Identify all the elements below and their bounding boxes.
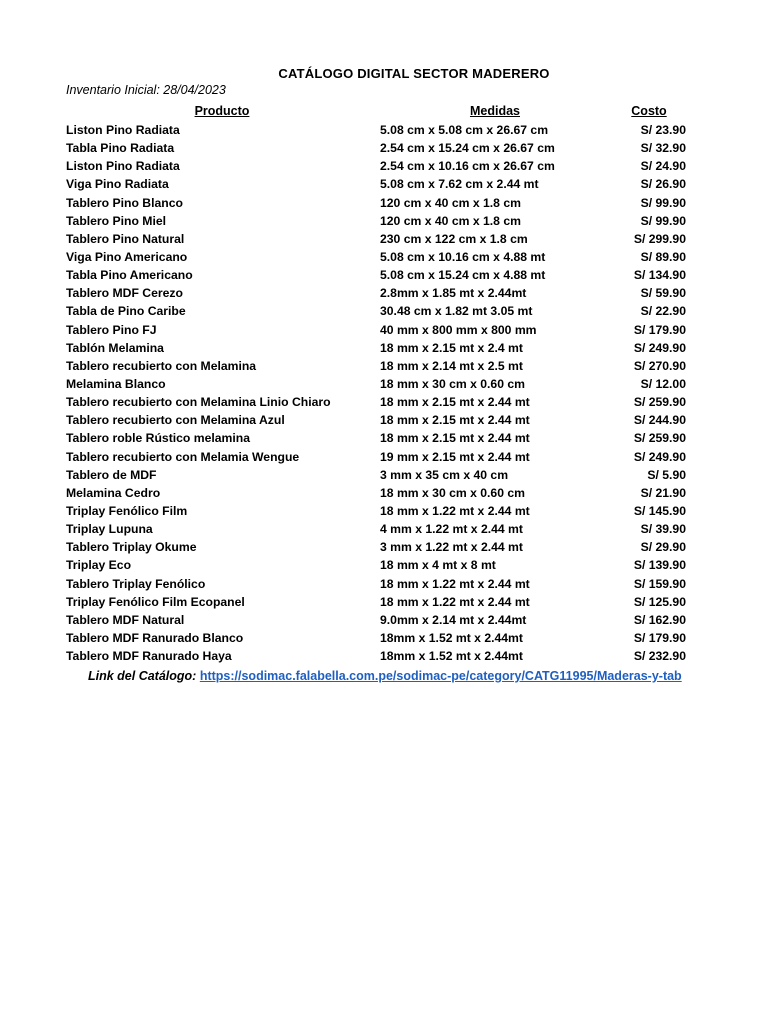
table-row (0, 556, 768, 574)
product-name: Tablero recubierto con Melamia Wengue (66, 449, 300, 464)
catalog-link[interactable]: https://sodimac.falabella.com.pe/sodimac-pe/category/CATG11995/Maderas-y-tab (199, 669, 682, 683)
product-name: Tablero Pino Miel (66, 213, 166, 228)
page-title: CATÁLOGO DIGITAL SECTOR MADERERO (278, 66, 550, 81)
product-measures: 2.54 cm x 15.24 cm x 26.67 cm (380, 141, 555, 156)
product-measures: 18 mm x 2.15 mt x 2.44 mt (380, 413, 530, 428)
table-row (0, 139, 768, 157)
product-cost: S/ 23.90 (640, 123, 686, 137)
product-measures: 18 mm x 1.22 mt x 2.44 mt (380, 503, 530, 518)
product-name: Tabla de Pino Caribe (66, 304, 186, 319)
table-row (0, 393, 768, 411)
product-name: Tablero Pino Natural (66, 231, 185, 246)
table-row (0, 284, 768, 302)
product-cost: S/ 59.90 (640, 286, 686, 301)
product-cost: S/ 159.90 (633, 576, 686, 591)
product-measures: 18 mm x 30 cm x 0.60 cm (380, 485, 525, 500)
table-row (0, 302, 768, 320)
product-name: Tablero Triplay Fenólico (66, 576, 206, 591)
table-row (0, 538, 768, 556)
product-measures: 30.48 cm x 1.82 mt 3.05 mt (380, 304, 533, 319)
product-measures: 5.08 cm x 10.16 cm x 4.88 mt (380, 249, 546, 264)
product-measures: 2.8mm x 1.85 mt x 2.44mt (380, 286, 527, 301)
product-name: Tablero de MDF (66, 467, 157, 482)
product-name: Tablón Melamina (66, 340, 164, 355)
product-cost: S/ 89.90 (640, 249, 686, 264)
table-row (0, 466, 768, 484)
table-row (0, 230, 768, 248)
column-header-cost: Costo (631, 104, 667, 118)
product-measures: 18 mm x 2.15 mt x 2.44 mt (380, 395, 530, 410)
table-row (0, 321, 768, 339)
product-name: Tablero recubierto con Melamina Azul (66, 413, 285, 428)
product-measures: 2.54 cm x 10.16 cm x 26.67 cm (380, 159, 555, 174)
table-row (0, 647, 768, 665)
table-row (0, 121, 768, 139)
product-measures: 120 cm x 40 cm x 1.8 cm (380, 213, 521, 228)
table-row (0, 593, 768, 611)
product-name: Triplay Fenólico Film Ecopanel (66, 594, 245, 609)
product-name: Triplay Eco (66, 558, 132, 573)
product-cost: S/ 259.90 (633, 395, 686, 410)
table-row (0, 339, 768, 357)
product-measures: 18mm x 1.52 mt x 2.44mt (380, 630, 523, 645)
product-cost: S/ 179.90 (633, 322, 686, 337)
column-header-product: Producto (194, 104, 250, 118)
table-row (0, 248, 768, 266)
product-table (0, 121, 768, 665)
product-name: Triplay Lupuna (66, 522, 153, 537)
product-measures: 9.0mm x 2.14 mt x 2.44mt (380, 612, 527, 627)
product-cost: S/ 99.90 (640, 213, 686, 228)
product-cost: S/ 249.90 (633, 449, 686, 464)
product-name: Liston Pino Radiata (66, 159, 180, 174)
table-row (0, 194, 768, 212)
catalog-link-label: Link del Catálogo: (88, 669, 197, 683)
product-name: Viga Pino Radiata (66, 177, 169, 192)
product-cost: S/ 270.90 (633, 358, 686, 373)
table-row (0, 429, 768, 447)
product-cost: S/ 39.90 (640, 522, 686, 537)
table-row (0, 448, 768, 466)
product-measures: 18 mm x 2.15 mt x 2.44 mt (380, 431, 530, 446)
table-row (0, 375, 768, 393)
table-row (0, 212, 768, 230)
table-row (0, 520, 768, 538)
product-name: Tablero MDF Ranurado Blanco (66, 630, 244, 645)
product-name: Tablero MDF Ranurado Haya (66, 649, 232, 664)
product-measures: 18 mm x 30 cm x 0.60 cm (380, 376, 525, 391)
product-name: Tablero MDF Cerezo (66, 286, 183, 301)
product-cost: S/ 99.90 (640, 195, 686, 210)
product-cost: S/ 12.00 (640, 376, 686, 391)
product-name: Liston Pino Radiata (66, 123, 180, 137)
product-cost: S/ 139.90 (633, 558, 686, 573)
product-name: Tablero Triplay Okume (66, 540, 197, 555)
product-name: Tablero recubierto con Melamina (66, 358, 257, 373)
column-header-measures: Medidas (469, 104, 520, 118)
table-row (0, 575, 768, 593)
catalog-link-line (88, 669, 688, 683)
product-measures: 18 mm x 2.15 mt x 2.4 mt (380, 340, 523, 355)
product-name: Tablero Pino FJ (66, 322, 157, 337)
product-cost: S/ 5.90 (647, 467, 686, 482)
product-measures: 5.08 cm x 5.08 cm x 26.67 cm (380, 123, 549, 137)
product-measures: 18 mm x 1.22 mt x 2.44 mt (380, 594, 530, 609)
product-measures: 230 cm x 122 cm x 1.8 cm (380, 231, 528, 246)
product-measures: 18mm x 1.52 mt x 2.44mt (380, 649, 523, 664)
product-measures: 5.08 cm x 7.62 cm x 2.44 mt (380, 177, 539, 192)
product-name: Melamina Cedro (66, 485, 161, 500)
product-cost: S/ 125.90 (633, 594, 686, 609)
table-row (0, 484, 768, 502)
product-cost: S/ 249.90 (633, 340, 686, 355)
product-cost: S/ 179.90 (633, 630, 686, 645)
product-cost: S/ 24.90 (640, 159, 686, 174)
product-measures: 3 mm x 1.22 mt x 2.44 mt (380, 540, 523, 555)
product-name: Tablero recubierto con Melamina Linio Chiaro (66, 395, 331, 410)
product-measures: 120 cm x 40 cm x 1.8 cm (380, 195, 521, 210)
product-cost: S/ 22.90 (640, 304, 686, 319)
product-cost: S/ 29.90 (640, 540, 686, 555)
product-cost: S/ 26.90 (640, 177, 686, 192)
table-row (0, 357, 768, 375)
product-cost: S/ 32.90 (640, 141, 686, 156)
product-name: Tablero Pino Blanco (66, 195, 183, 210)
product-cost: S/ 134.90 (633, 268, 686, 283)
product-measures: 18 mm x 4 mt x 8 mt (380, 558, 496, 573)
product-name: Tablero roble Rústico melamina (66, 431, 250, 446)
product-cost: S/ 299.90 (633, 231, 686, 246)
table-row (0, 411, 768, 429)
product-measures: 18 mm x 1.22 mt x 2.44 mt (380, 576, 530, 591)
product-measures: 5.08 cm x 15.24 cm x 4.88 mt (380, 268, 546, 283)
table-row (0, 175, 768, 193)
product-name: Melamina Blanco (66, 376, 166, 391)
product-cost: S/ 21.90 (640, 485, 686, 500)
product-cost: S/ 232.90 (633, 649, 686, 664)
product-cost: S/ 259.90 (633, 431, 686, 446)
product-measures: 40 mm x 800 mm x 800 mm (380, 322, 537, 337)
product-measures: 19 mm x 2.15 mt x 2.44 mt (380, 449, 530, 464)
product-cost: S/ 244.90 (633, 413, 686, 428)
inventory-date: Inventario Inicial: 28/04/2023 (66, 83, 226, 97)
product-name: Tabla Pino Radiata (66, 141, 175, 156)
table-row (0, 502, 768, 520)
table-row (0, 157, 768, 175)
product-name: Tabla Pino Americano (66, 268, 193, 283)
product-cost: S/ 145.90 (633, 503, 686, 518)
product-measures: 4 mm x 1.22 mt x 2.44 mt (380, 522, 523, 537)
product-measures: 18 mm x 2.14 mt x 2.5 mt (380, 358, 523, 373)
product-name: Tablero MDF Natural (66, 612, 185, 627)
product-name: Viga Pino Americano (66, 249, 188, 264)
product-name: Triplay Fenólico Film (66, 503, 188, 518)
product-cost: S/ 162.90 (633, 612, 686, 627)
table-row (0, 629, 768, 647)
table-row (0, 611, 768, 629)
table-row (0, 266, 768, 284)
product-measures: 3 mm x 35 cm x 40 cm (380, 467, 509, 482)
